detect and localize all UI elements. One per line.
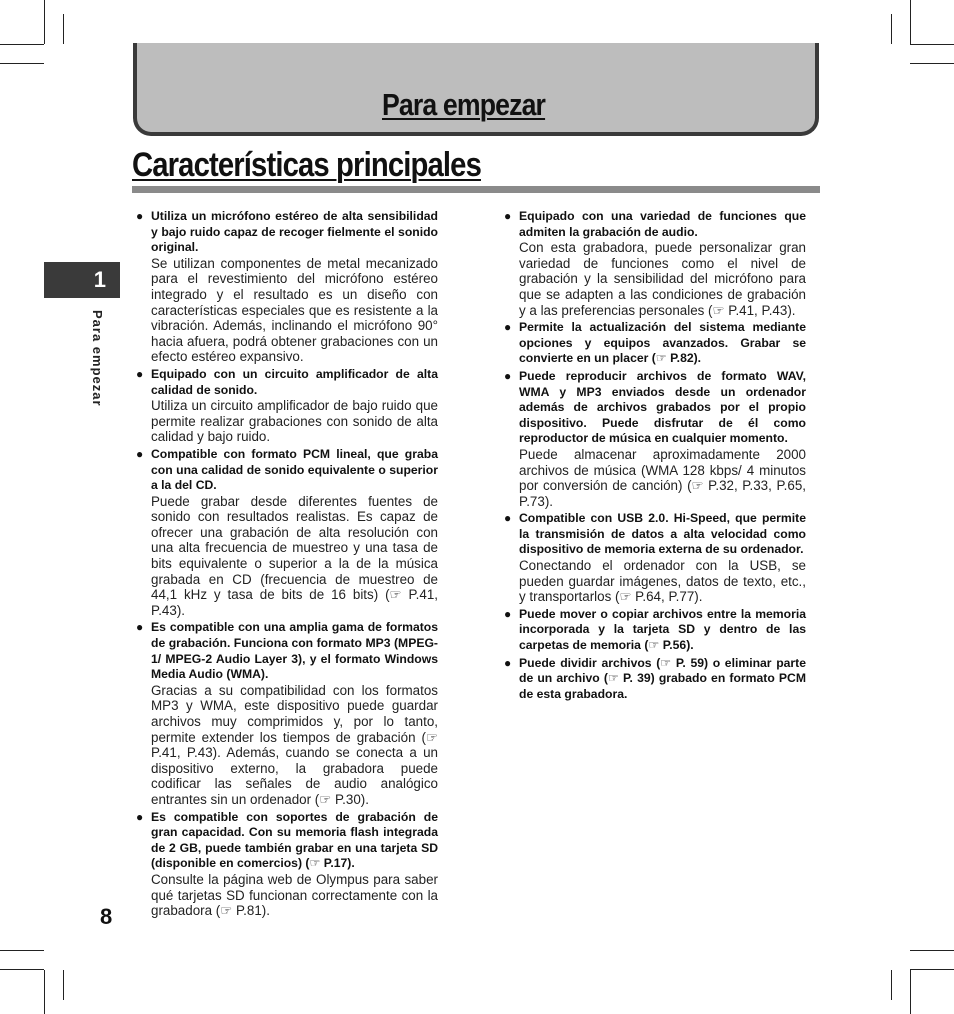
crop-mark	[0, 63, 44, 64]
feature-title: Puede dividir archivos (☞ P. 59) o eliminar parte de un archivo (☞ P. 39) grabado en formato PCM de esta grabadora.	[519, 655, 806, 701]
feature-title: Compatible con formato PCM lineal, que graba con una calidad de sonido equivalente o superior a la del CD.	[151, 446, 438, 493]
section-divider	[132, 186, 820, 193]
feature-title: Puede reproducir archivos de formato WAV, WMA y MP3 enviados desde un ordenador además de archivos grabados por el propio dispositivo. Puede disfrutar de él como reproductor de música en cualquier momento.	[519, 368, 806, 446]
bullet-icon: ●	[504, 320, 512, 335]
page-number: 8	[100, 904, 113, 929]
feature-title: Es compatible con soportes de grabación de gran capacidad. Con su memoria flash integrada de 2 GB, puede también grabar en una tarjeta SD (disponible en comercios) (☞ P.17).	[151, 809, 438, 871]
crop-mark	[910, 63, 954, 64]
right-column	[503, 209, 806, 704]
bullet-icon: ●	[136, 809, 144, 824]
left-column	[135, 209, 438, 921]
crop-mark	[891, 14, 892, 44]
bullet-icon: ●	[136, 446, 144, 461]
feature-item	[135, 367, 438, 445]
chapter-number: 1	[93, 267, 106, 292]
feature-item	[135, 209, 438, 365]
feature-title: Es compatible con una amplia gama de formatos de grabación. Funciona con formato MP3 (MPEG-1/ MPEG-2 Audio Layer 3), y el formato Windows Media Audio (WMA).	[151, 620, 438, 682]
bullet-icon: ●	[504, 655, 512, 670]
feature-item	[503, 209, 806, 318]
feature-title: Permite la actualización del sistema mediante opciones y equipos avanzados. Grabar se convierte en un placer (☞ P.82).	[519, 320, 806, 366]
feature-title: Utiliza un micrófono estéreo de alta sensibilidad y bajo ruido capaz de recoger fielmente el sonido original.	[151, 209, 438, 255]
crop-mark	[910, 0, 911, 44]
feature-body: Conectando el ordenador con la USB, se pueden guardar imágenes, datos de texto, etc., y transportarlos (☞ P.64, P.77).	[519, 558, 806, 605]
crop-mark	[0, 969, 44, 970]
feature-title: Puede mover o copiar archivos entre la memoria incorporada y la tarjeta SD y dentro de las carpetas de memoria (☞ P.56).	[519, 606, 806, 653]
bullet-icon: ●	[136, 366, 144, 381]
bullet-icon: ●	[136, 620, 144, 635]
feature-item	[503, 369, 806, 509]
bullet-icon: ●	[136, 209, 144, 223]
crop-mark	[891, 970, 892, 1000]
crop-mark	[44, 0, 45, 44]
feature-body: Gracias a su compatibilidad con los formatos MP3 y WMA, este dispositivo puede guardar archivos muy comprimidos y, por lo tanto, permite extender los tiempos de grabación (☞ P.41, P.43). Además, cuando se conecta a un dispositivo externo, la grabadora puede codificar las señales de audio analógico entrantes sin un ordenador (☞ P.30).	[151, 682, 438, 807]
crop-mark	[63, 14, 64, 44]
crop-mark	[44, 970, 45, 1014]
chapter-side-label: Para empezar	[90, 310, 105, 407]
bullet-icon: ●	[504, 368, 512, 383]
feature-body: Consulte la página web de Olympus para saber qué tarjetas SD funcionan correctamente con la grabadora (☞ P.81).	[151, 871, 438, 919]
feature-title: Compatible con USB 2.0. Hi-Speed, que permite la transmisión de datos a alta velocidad como dispositivo de memoria externa de su ordenador.	[519, 511, 806, 557]
crop-mark	[0, 44, 44, 45]
chapter-tab	[44, 262, 120, 298]
crop-mark	[63, 970, 64, 1000]
feature-body: Puede almacenar aproximadamente 2000 archivos de música (WMA 128 kbps/ 4 minutos por conversión de canción) (☞ P.32, P.33, P.65, P.73).	[519, 446, 806, 509]
feature-item	[503, 656, 806, 703]
banner-title: Para empezar	[382, 87, 546, 122]
feature-item	[135, 447, 438, 619]
feature-title: Equipado con una variedad de funciones que admiten la grabación de audio.	[519, 209, 806, 239]
feature-item	[135, 810, 438, 919]
feature-item	[135, 620, 438, 807]
bullet-icon: ●	[504, 511, 512, 526]
feature-item	[503, 511, 806, 605]
feature-item	[503, 320, 806, 367]
feature-body: Se utilizan componentes de metal mecanizado para el revestimiento del micrófono estéreo integrado y el resultado es un diseño con características especiales que es resistente a la vibración. Además, inclinando el micrófono 90° hacia afuera, podrá obtener grabaciones con un efecto estéreo expansivo.	[151, 255, 438, 365]
feature-body: Utiliza un circuito amplificador de bajo ruido que permite realizar grabaciones con sonido de alta calidad y bajo ruido.	[151, 398, 438, 445]
crop-mark	[910, 950, 954, 951]
feature-title: Equipado con un circuito amplificador de alta calidad de sonido.	[151, 366, 438, 397]
section-title: Características principales	[132, 146, 481, 184]
crop-mark	[910, 970, 911, 1014]
feature-body: Puede grabar desde diferentes fuentes de sonido con resultados realistas. Es capaz de ofrecer una grabación de alta resolución con una alta frecuencia de muestreo y una tasa de bits equivalente o superior a la de la música grabada en CD (frecuencia de muestreo de 44,1 kHz y tasa de bits de 16 bits) (☞ P.41, P.43).	[151, 493, 438, 618]
crop-mark	[910, 44, 954, 45]
feature-item	[503, 607, 806, 654]
crop-mark	[0, 950, 44, 951]
feature-body: Con esta grabadora, puede personalizar gran variedad de funciones como el nivel de grabación y la sensibilidad del micrófono para que se adapten a las condiciones de grabación y a las preferencias personales (☞ P.41, P.43).	[519, 240, 806, 318]
bullet-icon: ●	[504, 209, 512, 223]
crop-mark	[910, 969, 954, 970]
bullet-icon: ●	[504, 606, 512, 621]
